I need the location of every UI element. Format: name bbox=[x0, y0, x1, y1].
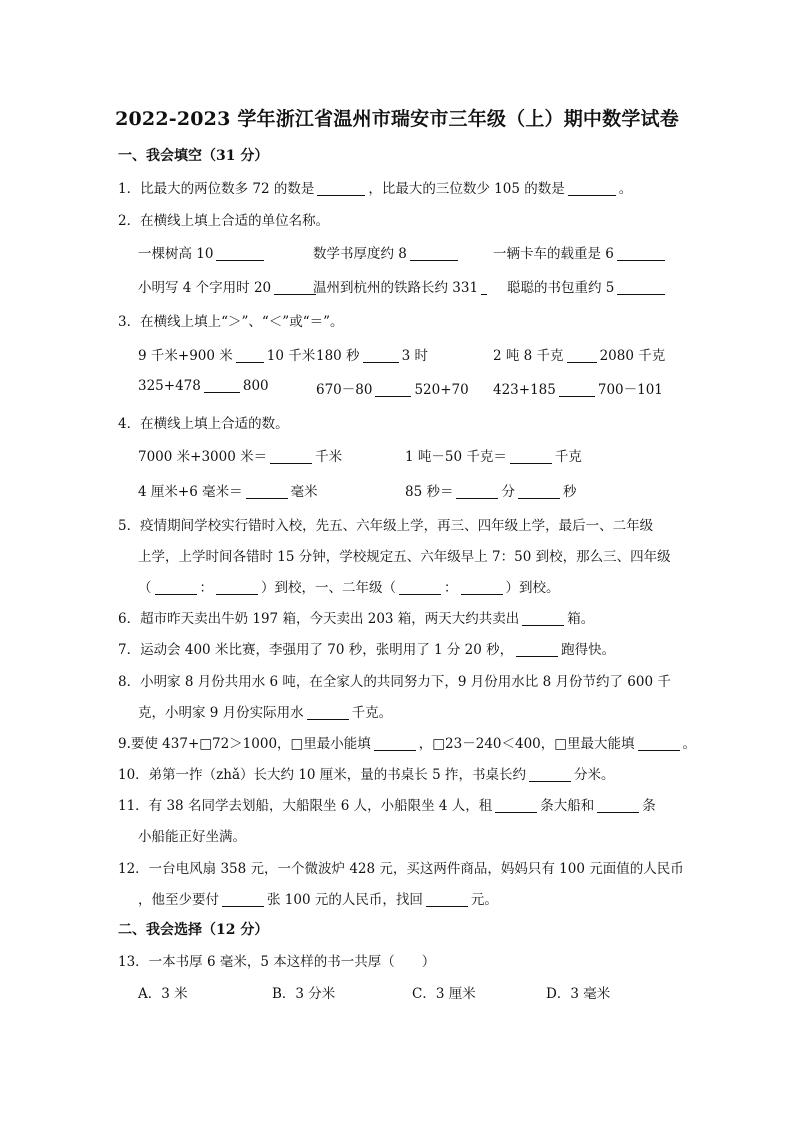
answer-blank[interactable] bbox=[426, 892, 468, 907]
answer-blank[interactable] bbox=[363, 348, 399, 363]
answer-blank[interactable] bbox=[246, 484, 288, 499]
question-5-line3: （ ： ）到校，一、二年级（ ： ）到校。 bbox=[138, 580, 560, 596]
q2-item: 一棵树高 10 bbox=[138, 242, 267, 262]
section2-heading: 二、我会选择（12 分） bbox=[118, 922, 269, 938]
question-5-line2: 上学，上学时间各错时 15 分钟，学校规定五、六年级早上 7：50 到校，那么三、四年级 bbox=[138, 549, 671, 565]
answer-blank[interactable] bbox=[222, 892, 264, 907]
section1-heading: 一、我会填空（31 分） bbox=[118, 148, 269, 164]
question-4-stem: 4．在横线上填上合适的数。 bbox=[118, 416, 289, 432]
q3-item: 180 秒 3 时 bbox=[316, 348, 428, 364]
question-11-line2: 小船能正好坐满。 bbox=[138, 829, 246, 845]
q3-item: 670－80 520+70 bbox=[316, 382, 469, 398]
question-13-stem: 13．一本书厚 6 毫米，5 本这样的书一共厚（ ） bbox=[118, 954, 436, 970]
question-12-line2: ，他至少要付 张 100 元的人民币，找回 元。 bbox=[138, 892, 498, 908]
answer-blank[interactable] bbox=[518, 484, 560, 499]
q2-item: 聪聪的书包重约 5 bbox=[507, 276, 668, 296]
q4-item: 1 吨－50 千克＝ 千克 bbox=[405, 449, 582, 465]
answer-blank[interactable] bbox=[307, 705, 349, 720]
q4-item: 85 秒＝ 分 秒 bbox=[405, 484, 577, 500]
q3-item: 325+478 800 bbox=[138, 378, 269, 394]
option-c[interactable]: C．3 厘米 bbox=[412, 986, 476, 1002]
answer-blank[interactable] bbox=[375, 382, 411, 397]
answer-blank[interactable] bbox=[516, 642, 558, 657]
answer-blank[interactable] bbox=[481, 280, 487, 295]
option-d[interactable]: D．3 毫米 bbox=[546, 986, 611, 1002]
answer-blank[interactable] bbox=[522, 611, 564, 626]
answer-blank[interactable] bbox=[216, 580, 258, 595]
q2-item: 小明写 4 个字用时 20 bbox=[138, 276, 319, 296]
question-9: 9.要使 437+□72＞1000，□里最小能填 ，□23－240＜400，□里最大能填 。 bbox=[118, 736, 697, 752]
answer-blank[interactable] bbox=[568, 181, 616, 196]
answer-blank[interactable] bbox=[510, 449, 552, 464]
answer-blank[interactable] bbox=[529, 767, 571, 782]
answer-blank[interactable] bbox=[410, 246, 458, 261]
question-3-stem: 3．在横线上填上“＞”、“＜”或“＝”。 bbox=[118, 314, 344, 330]
answer-blank[interactable] bbox=[617, 246, 665, 261]
answer-blank[interactable] bbox=[461, 580, 503, 595]
q2-item: 数学书厚度约 8 bbox=[313, 242, 461, 262]
question-2-stem: 2．在横线上填上合适的单位名称。 bbox=[118, 213, 330, 229]
question-6: 6．超市昨天卖出牛奶 197 箱，今天卖出 203 箱，两天大约共卖出 箱。 bbox=[118, 611, 595, 627]
question-8-line1: 8．小明家 8 月份共用水 6 吨，在全家人的共同努力下，9 月份用水比 8 月份节约了 600 千 bbox=[118, 674, 671, 690]
answer-blank[interactable] bbox=[617, 280, 665, 295]
page-title: 2022-2023 学年浙江省温州市瑞安市三年级（上）期中数学试卷 bbox=[115, 108, 679, 130]
q2-item: 温州到杭州的铁路长约 331 bbox=[313, 276, 490, 296]
answer-blank[interactable] bbox=[317, 181, 365, 196]
question-12-line1: 12．一台电风扇 358 元，一个微波炉 428 元，买这两件商品，妈妈只有 100 元面值的人民币 bbox=[118, 861, 684, 877]
answer-blank[interactable] bbox=[216, 246, 264, 261]
answer-blank[interactable] bbox=[399, 580, 441, 595]
answer-blank[interactable] bbox=[270, 449, 312, 464]
answer-blank[interactable] bbox=[374, 736, 416, 751]
q1-text-a: 1．比最大的两位数多 72 的数是 bbox=[118, 181, 315, 197]
q1-text-c: 。 bbox=[618, 181, 633, 197]
question-1 bbox=[118, 177, 632, 197]
question-8-line2: 克，小明家 9 月份实际用水 千克。 bbox=[138, 705, 393, 721]
answer-blank[interactable] bbox=[559, 382, 595, 397]
answer-blank[interactable] bbox=[204, 378, 240, 393]
question-11-line1: 11．有 38 名同学去划船，大船限坐 6 人，小船限坐 4 人，租 条大船和 条 bbox=[118, 798, 656, 814]
answer-blank[interactable] bbox=[597, 798, 639, 813]
q3-item: 9 千米+900 米 10 千米 bbox=[138, 348, 316, 364]
q2-item: 一辆卡车的载重是 6 bbox=[493, 242, 668, 262]
question-7: 7．运动会 400 米比赛，李强用了 70 秒，张明用了 1 分 20 秒， 跑得快。 bbox=[118, 642, 616, 658]
q1-text-b: ，比最大的三位数少 105 的数是 bbox=[368, 181, 565, 197]
question-10: 10．弟第一拃（zhǎ）长大约 10 厘米，量的书桌长 5 拃，书桌长约 分米。 bbox=[118, 767, 615, 783]
answer-blank[interactable] bbox=[274, 280, 316, 295]
q4-item: 4 厘米+6 毫米＝ 毫米 bbox=[138, 484, 318, 500]
option-b[interactable]: B．3 分米 bbox=[272, 986, 336, 1002]
q3-item: 2 吨 8 千克 2080 千克 bbox=[493, 348, 666, 364]
question-5-line1: 5．疫情期间学校实行错时入校，先五、六年级上学，再三、四年级上学，最后一、二年级 bbox=[118, 518, 654, 534]
answer-blank[interactable] bbox=[236, 348, 264, 363]
q4-item: 7000 米+3000 米＝ 千米 bbox=[138, 449, 343, 465]
option-a[interactable]: A．3 米 bbox=[138, 986, 188, 1002]
answer-blank[interactable] bbox=[155, 580, 197, 595]
q3-item: 423+185 700－101 bbox=[493, 382, 663, 398]
answer-blank[interactable] bbox=[456, 484, 498, 499]
answer-blank[interactable] bbox=[495, 798, 537, 813]
answer-blank[interactable] bbox=[567, 348, 597, 363]
answer-blank[interactable] bbox=[638, 736, 680, 751]
